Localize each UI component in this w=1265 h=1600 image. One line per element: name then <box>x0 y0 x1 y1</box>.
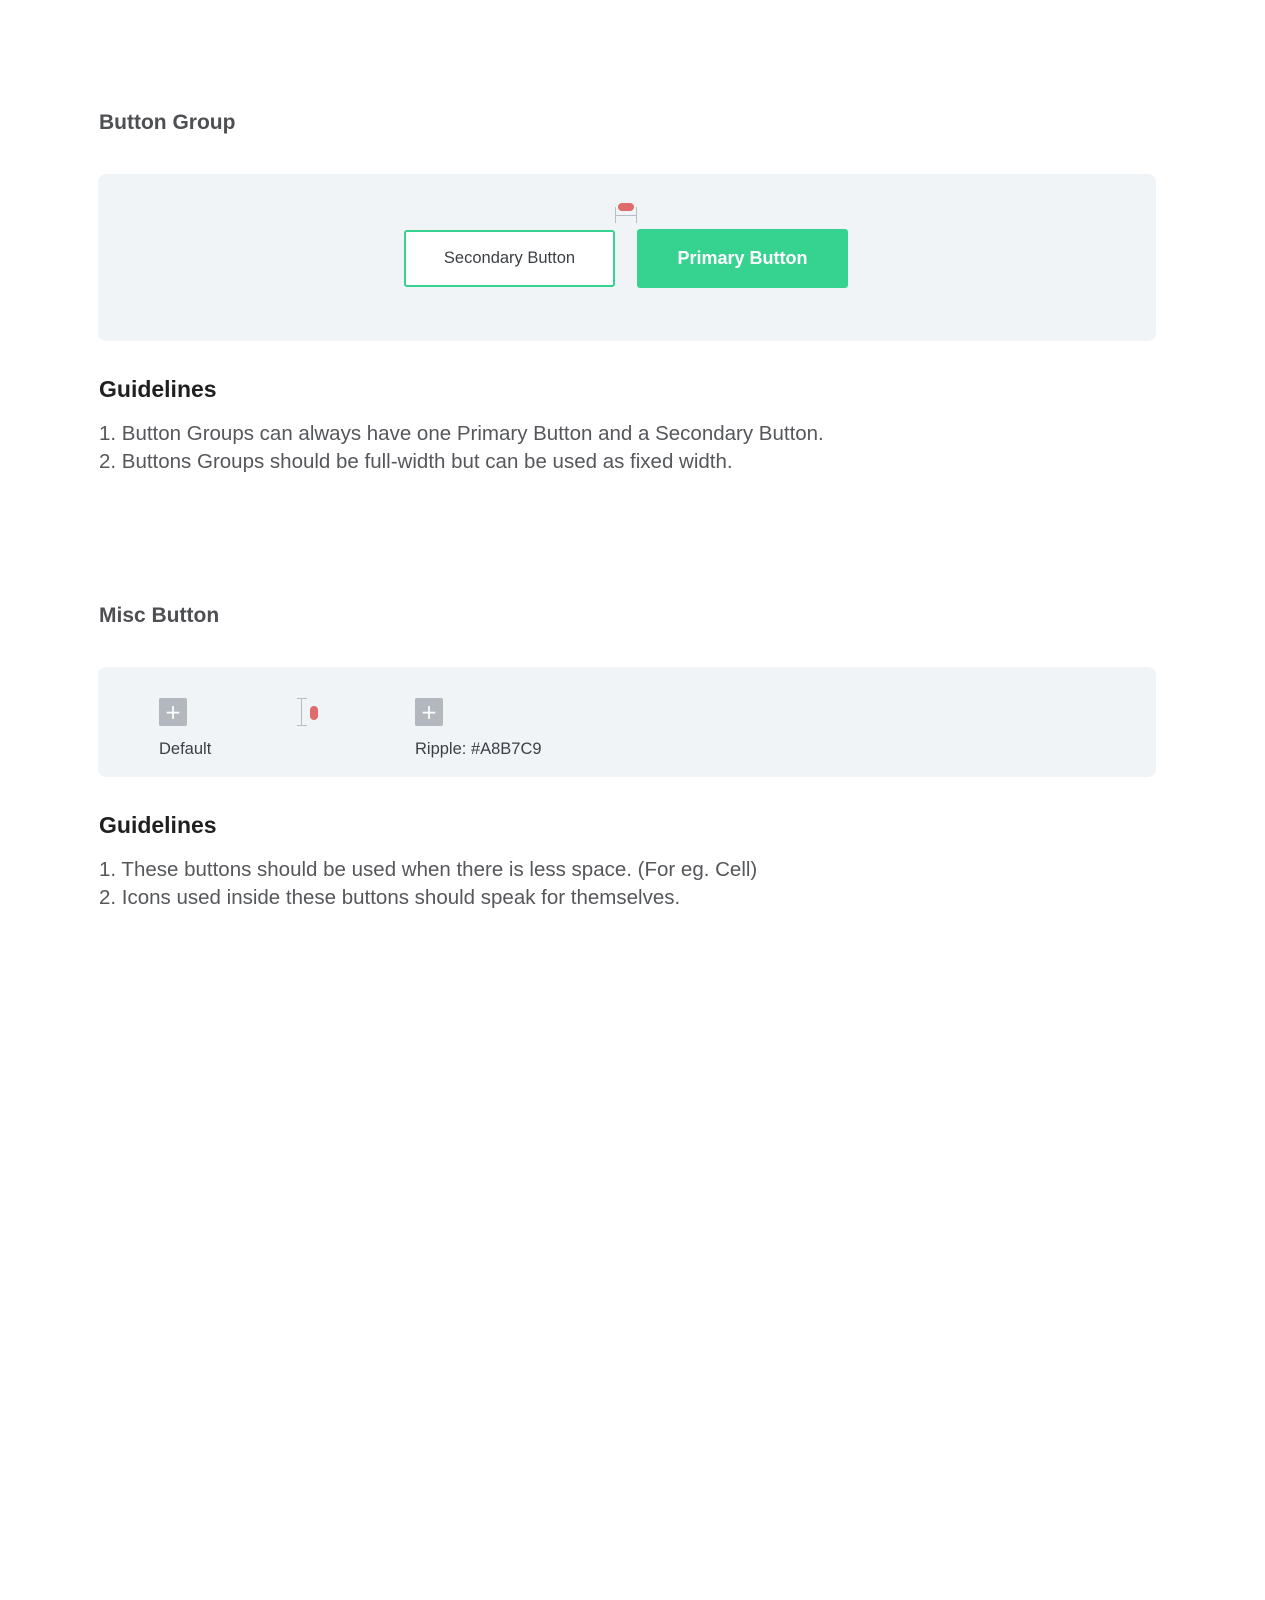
add-icon-button-ripple[interactable] <box>415 698 443 726</box>
guideline-item: 1. Button Groups can always have one Primary Button and a Secondary Button. <box>99 422 824 445</box>
button-group-guidelines-heading: Guidelines <box>99 376 217 402</box>
misc-button-guidelines-list <box>99 856 757 912</box>
default-state-label: Default <box>159 740 212 758</box>
plus-icon: + <box>164 700 182 724</box>
misc-button-guidelines-heading: Guidelines <box>99 812 217 838</box>
misc-button-demo-panel <box>98 667 1156 777</box>
add-icon-button-default[interactable] <box>159 698 187 726</box>
ripple-state-label: Ripple: #A8B7C9 <box>415 740 542 758</box>
guideline-item: 1. These buttons should be used when there is less space. (For eg. Cell) <box>99 858 758 881</box>
button-group-demo-panel <box>98 174 1156 341</box>
plus-icon: + <box>420 700 438 724</box>
button-group-title: Button Group <box>99 111 236 134</box>
button-group-guidelines-list <box>99 420 824 476</box>
guideline-item: 2. Buttons Groups should be full-width but can be used as fixed width. <box>99 450 733 473</box>
misc-button-title: Misc Button <box>99 604 220 627</box>
guideline-item: 2. Icons used inside these buttons should speak for themselves. <box>99 886 681 909</box>
spacing-annotation <box>297 698 319 726</box>
secondary-button[interactable]: Secondary Button <box>404 230 615 287</box>
primary-button[interactable]: Primary Button <box>637 229 848 288</box>
spacing-annotation <box>615 203 637 223</box>
